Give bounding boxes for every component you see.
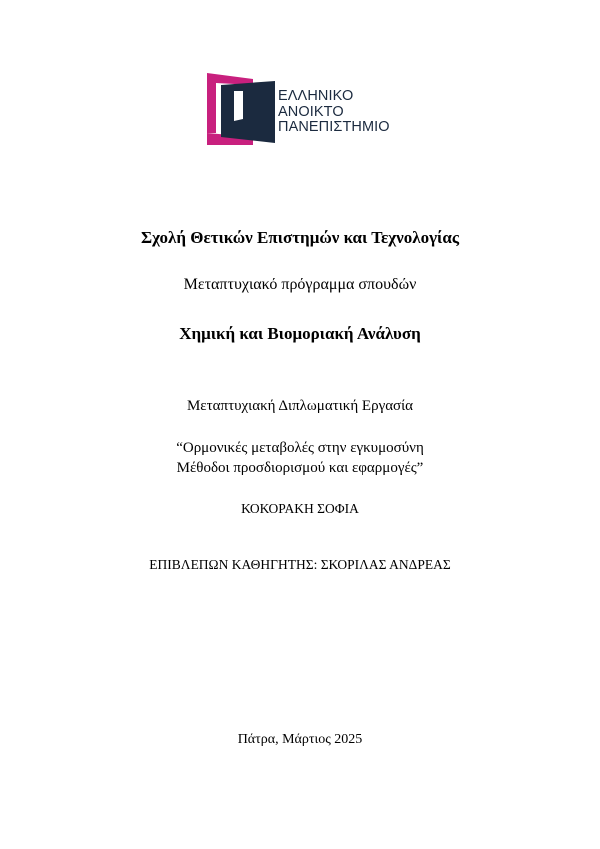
- thesis-title-line-1: “Ορμονικές μεταβολές στην εγκυμοσύνη: [176, 440, 424, 456]
- program-name: Μεταπτυχιακό πρόγραμμα σπουδών: [183, 276, 417, 293]
- logo-line-2: ΑΝΟΙΚΤΟ: [278, 103, 344, 120]
- place-date: Πάτρα, Μάρτιος 2025: [237, 732, 363, 747]
- logo-line-3: ΠΑΝΕΠΙΣΤΗΜΙΟ: [278, 119, 390, 135]
- thesis-type: Μεταπτυχιακή Διπλωματική Εργασία: [186, 398, 414, 414]
- supervisor-name: ΕΠΙΒΛΕΠΩΝ ΚΑΘΗΓΗΤΗΣ: ΣΚΟΡΙΛΑΣ ΑΝΔΡΕΑΣ: [149, 557, 451, 572]
- logo-emblem-icon: [207, 71, 277, 145]
- thesis-title-line-2: Μέθοδοι προσδιορισμού και εφαρμογές”: [176, 460, 424, 476]
- logo-line-1: ΕΛΛΗΝΙΚΟ: [278, 88, 354, 104]
- school-name: Σχολή Θετικών Επιστημών και Τεχνολογίας: [140, 228, 459, 247]
- logo-wordmark: [278, 89, 390, 136]
- track-name: Χημική και Βιομοριακή Ανάλυση: [179, 324, 421, 343]
- university-logo: [207, 71, 407, 145]
- author-name: ΚΟΚΟΡΑΚΗ ΣΟΦΙΑ: [241, 501, 359, 516]
